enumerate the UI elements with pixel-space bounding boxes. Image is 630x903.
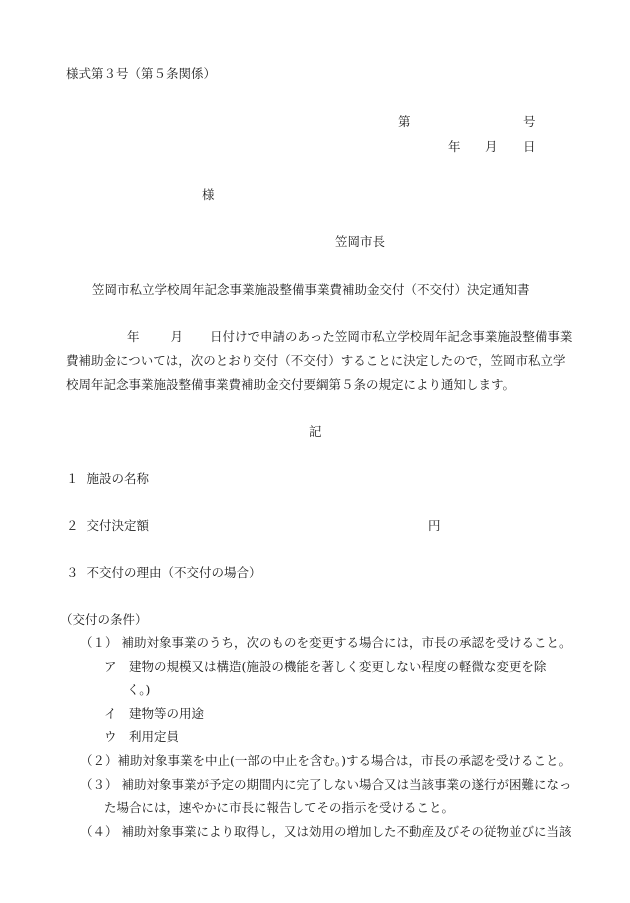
form-number: 様式第３号（第５条関係） <box>66 66 217 81</box>
item-2-unit: 円 <box>428 518 441 533</box>
item-1 <box>66 473 149 486</box>
condition-1-a-line-1: ア 建物の規模又は構造(施設の機能を著しく変更しない程度の軽微な変更を除 <box>104 659 547 674</box>
body-year: 年 <box>127 329 140 344</box>
date-year: 年 <box>448 139 461 154</box>
doc-number-suffix: 号 <box>523 114 536 129</box>
condition-4-line-1: （４） 補助対象事業により取得し，又は効用の増加した不動産及びその従物並びに当該 <box>80 824 572 839</box>
condition-1-i: イ 建物等の用途 <box>104 706 205 721</box>
item-2-label: 交付決定額 <box>86 518 150 533</box>
addressee-suffix: 様 <box>202 187 215 202</box>
item-2 <box>66 520 149 533</box>
item-3-number: ３ <box>66 565 79 580</box>
condition-3-line-1: （３） 補助対象事業が予定の期間内に完了しない場合又は当該事業の遂行が困難になっ <box>80 777 572 792</box>
condition-2: （２）補助対象事業を中止(一部の中止を含む。)する場合は，市長の承認を受けること。 <box>80 753 572 768</box>
item-3-label: 不交付の理由（不交付の場合） <box>86 565 262 580</box>
body-line-1 <box>127 331 572 344</box>
conditions-heading: （交付の条件） <box>60 612 148 627</box>
body-month: 月 <box>170 329 184 344</box>
document-title: 笠岡市私立学校周年記念事業施設整備事業費補助金交付（不交付）決定通知書 <box>92 282 530 297</box>
condition-1-u: ウ 利用定員 <box>104 729 180 744</box>
date-day: 日 <box>523 139 536 154</box>
body-line-3: 校周年記念事業施設整備事業費補助金交付要綱第５条の規定により通知します。 <box>66 377 516 392</box>
body-text-1: 日付けで申請のあった笠岡市私立学校周年記念事業施設整備事業 <box>210 329 573 344</box>
item-3 <box>66 567 262 580</box>
item-1-number: １ <box>66 471 79 486</box>
condition-1: （１） 補助対象事業のうち，次のものを変更する場合には，市長の承認を受けること。 <box>80 635 572 650</box>
item-1-label: 施設の名称 <box>86 471 150 486</box>
ki-heading: 記 <box>309 424 322 439</box>
item-2-number: ２ <box>66 518 79 533</box>
body-line-2: 費補助金については，次のとおり交付（不交付）することに決定したので，笠岡市私立学 <box>66 353 566 368</box>
condition-3-line-2: た場合には，速やかに市長に報告してその指示を受けること。 <box>104 800 455 815</box>
issuer: 笠岡市長 <box>335 234 386 249</box>
date-month: 月 <box>485 139 498 154</box>
condition-1-a-line-2: く。) <box>127 682 151 697</box>
doc-number-prefix: 第 <box>398 114 411 129</box>
